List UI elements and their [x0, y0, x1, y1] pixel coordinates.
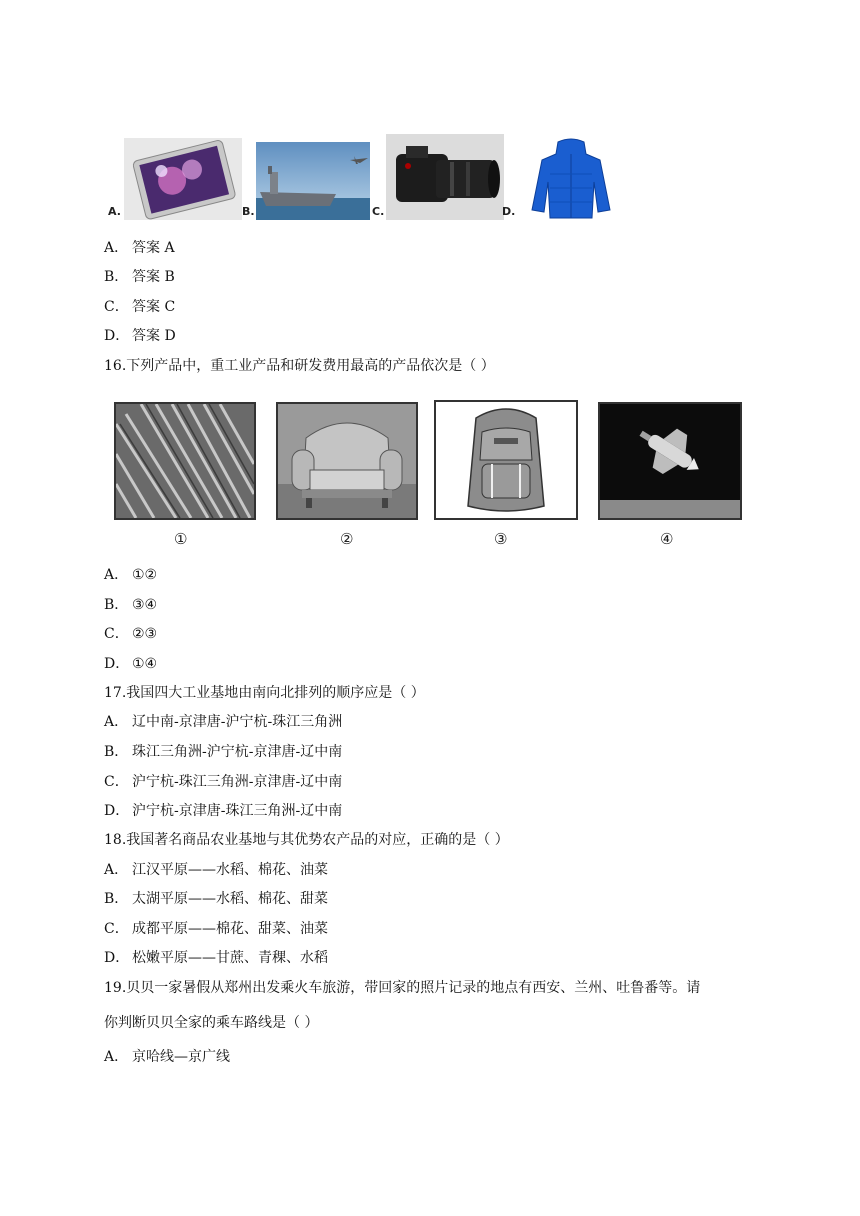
- steel-pipes-image: [114, 402, 256, 520]
- q17-option-d[interactable]: D． 沪宁杭-京津唐-珠江三角洲-辽中南: [104, 803, 343, 819]
- q16-option-b[interactable]: B． ③④: [104, 597, 158, 613]
- q18-option-d[interactable]: D． 松嫩平原——甘蔗、青稞、水稻: [104, 950, 328, 966]
- q17-option-b[interactable]: B． 珠江三角洲-沪宁杭-京津唐-辽中南: [104, 744, 343, 760]
- q17-stem: 17.我国四大工业基地由南向北排列的顺序应是（ ）: [104, 685, 425, 701]
- q15-option-b[interactable]: B． 答案 B: [104, 269, 175, 285]
- tablet-image: [124, 138, 242, 220]
- q19-option-a[interactable]: A． 京哈线—京广线: [104, 1049, 230, 1065]
- image-label-1: ①: [174, 530, 188, 548]
- q16-option-a[interactable]: A． ①②: [104, 567, 158, 583]
- image-label-4: ④: [660, 530, 674, 548]
- image-label-c: C.: [372, 205, 385, 218]
- q15-option-a[interactable]: A． 答案 A: [104, 240, 175, 256]
- image-label-b: B.: [242, 205, 255, 218]
- q16-stem: 16.下列产品中，重工业产品和研发费用最高的产品依次是（ ）: [104, 358, 495, 374]
- q17-option-c[interactable]: C． 沪宁杭-珠江三角洲-京津唐-辽中南: [104, 774, 343, 790]
- image-label-a: A.: [108, 205, 121, 218]
- q18-option-c[interactable]: C． 成都平原——棉花、甜菜、油菜: [104, 921, 328, 937]
- aircraft-carrier-image: [256, 142, 370, 220]
- image-label-2: ②: [340, 530, 354, 548]
- q19-stem-line-2: 你判断贝贝全家的乘车路线是（ ）: [104, 1015, 319, 1031]
- q16-option-c[interactable]: C． ②③: [104, 626, 158, 642]
- down-jacket-image: [528, 138, 614, 220]
- q17-option-a[interactable]: A． 辽中南-京津唐-沪宁杭-珠江三角洲: [104, 714, 343, 730]
- q15-option-d[interactable]: D． 答案 D: [104, 328, 176, 344]
- armchair-image: [276, 402, 418, 520]
- q18-stem: 18.我国著名商品农业基地与其优势农产品的对应，正确的是（ ）: [104, 832, 509, 848]
- q15-option-c[interactable]: C． 答案 C: [104, 299, 176, 315]
- image-label-d: D.: [502, 205, 516, 218]
- q16-option-d[interactable]: D． ①④: [104, 656, 158, 672]
- backpack-image: [434, 400, 578, 520]
- camera-image: [386, 134, 504, 220]
- q18-option-a[interactable]: A． 江汉平原——水稻、棉花、油菜: [104, 862, 328, 878]
- image-label-3: ③: [494, 530, 508, 548]
- q18-option-b[interactable]: B． 太湖平原——水稻、棉花、甜菜: [104, 891, 328, 907]
- q19-stem-line-1: 19.贝贝一家暑假从郑州出发乘火车旅游，带回家的照片记录的地点有西安、兰州、吐鲁番等。请: [104, 980, 701, 996]
- space-shuttle-image: [598, 402, 742, 520]
